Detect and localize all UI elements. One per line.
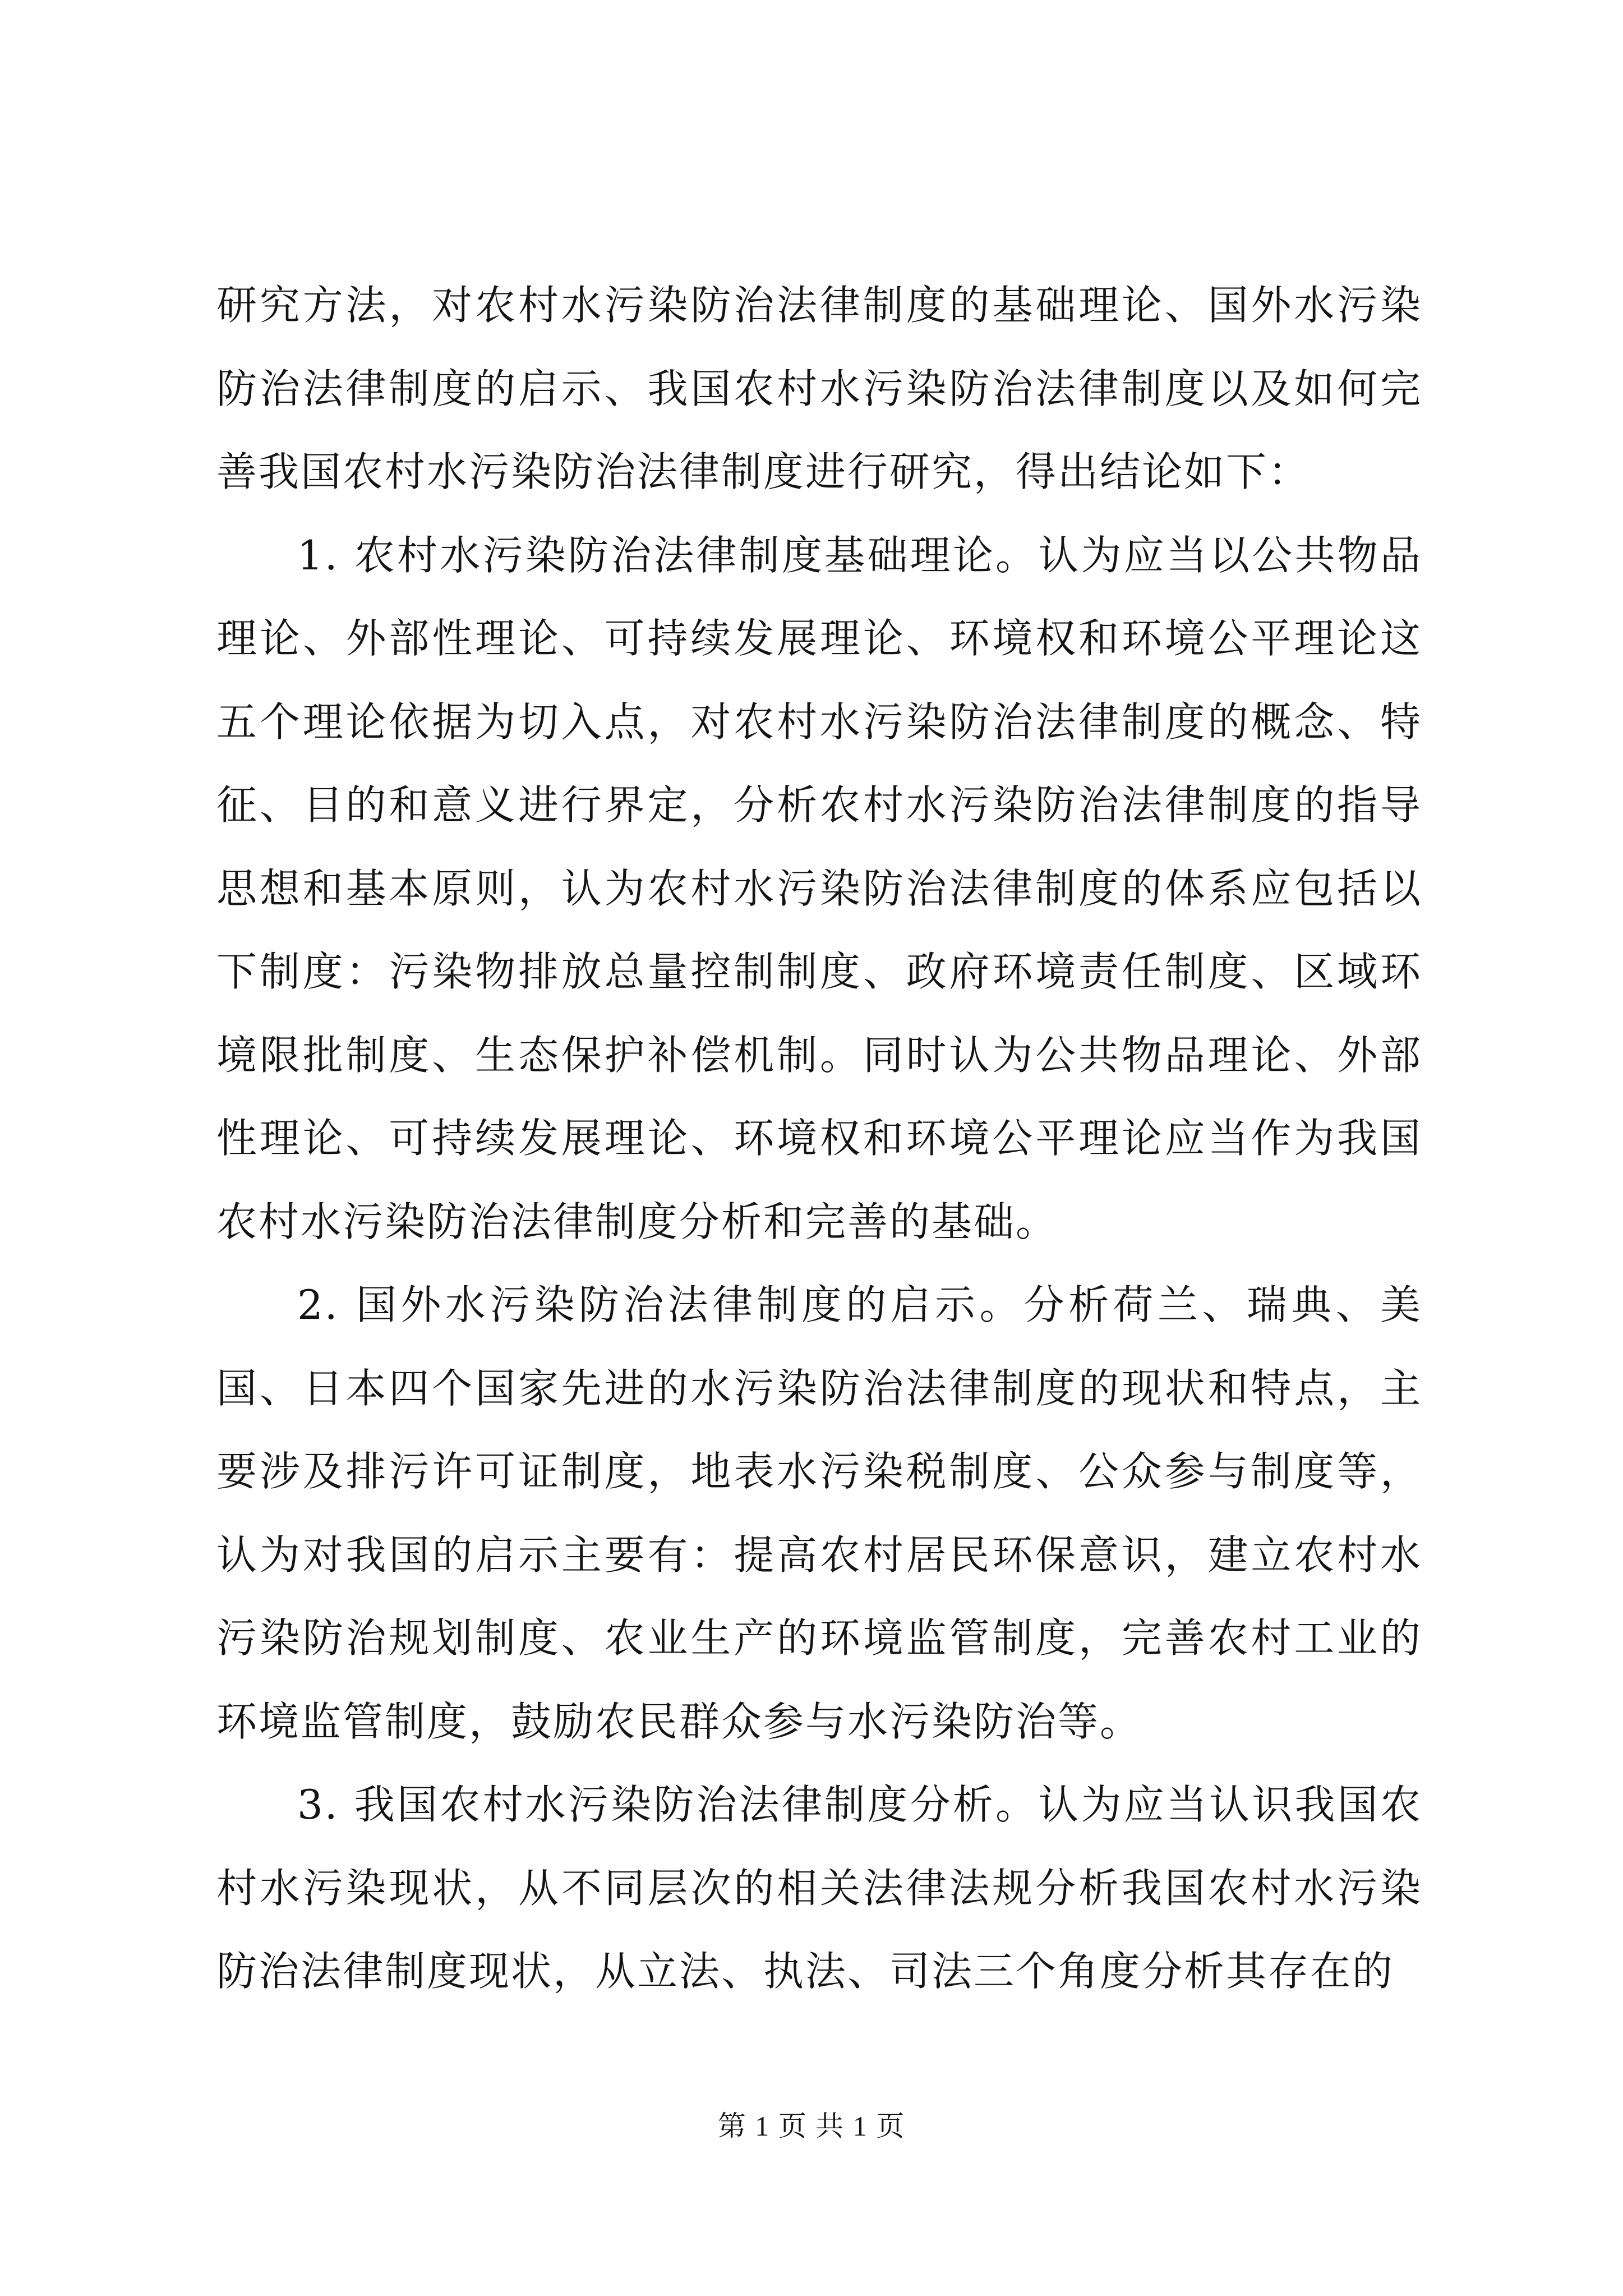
paragraph-point-2: 2. 国外水污染防治法律制度的启示。分析荷兰、瑞典、美国、日本四个国家先进的水污染防治法律制度的现状和特点，主要涉及排污许可证制度，地表水污染税制度、公众参与制度等，认为对我国的启示主要有：提高农村居民环保意识，建立农村水污染防治规划制度、农业生产的环境监管制度，完善农村工业的环境监管制度，鼓励农民群众参与水污染防治等。 (216, 1281, 1422, 1745)
document-body (216, 264, 1422, 2013)
paragraph-intro: 研究方法，对农村水污染防治法律制度的基础理论、国外水污染防治法律制度的启示、我国农村水污染防治法律制度以及如何完善我国农村水污染防治法律制度进行研究，得出结论如下： (216, 282, 1422, 495)
paragraph-point-3: 3. 我国农村水污染防治法律制度分析。认为应当认识我国农村水污染现状，从不同层次的相关法律法规分析我国农村水污染防治法律制度现状，从立法、执法、司法三个角度分析其存在的 (216, 1781, 1422, 1995)
page-footer: 第 1 页 共 1 页 (717, 2110, 906, 2142)
paragraph-point-1: 1. 农村水污染防治法律制度基础理论。认为应当以公共物品理论、外部性理论、可持续发展理论、环境权和环境公平理论这五个理论依据为切入点，对农村水污染防治法律制度的概念、特征、目的和意义进行界定，分析农村水污染防治法律制度的指导思想和基本原则，认为农村水污染防治法律制度的体系应包括以下制度：污染物排放总量控制制度、政府环境责任制度、区域环境限批制度、生态保护补偿机制。同时认为公共物品理论、外部性理论、可持续发展理论、环境权和环境公平理论应当作为我国农村水污染防治法律制度分析和完善的基础。 (216, 531, 1422, 1245)
